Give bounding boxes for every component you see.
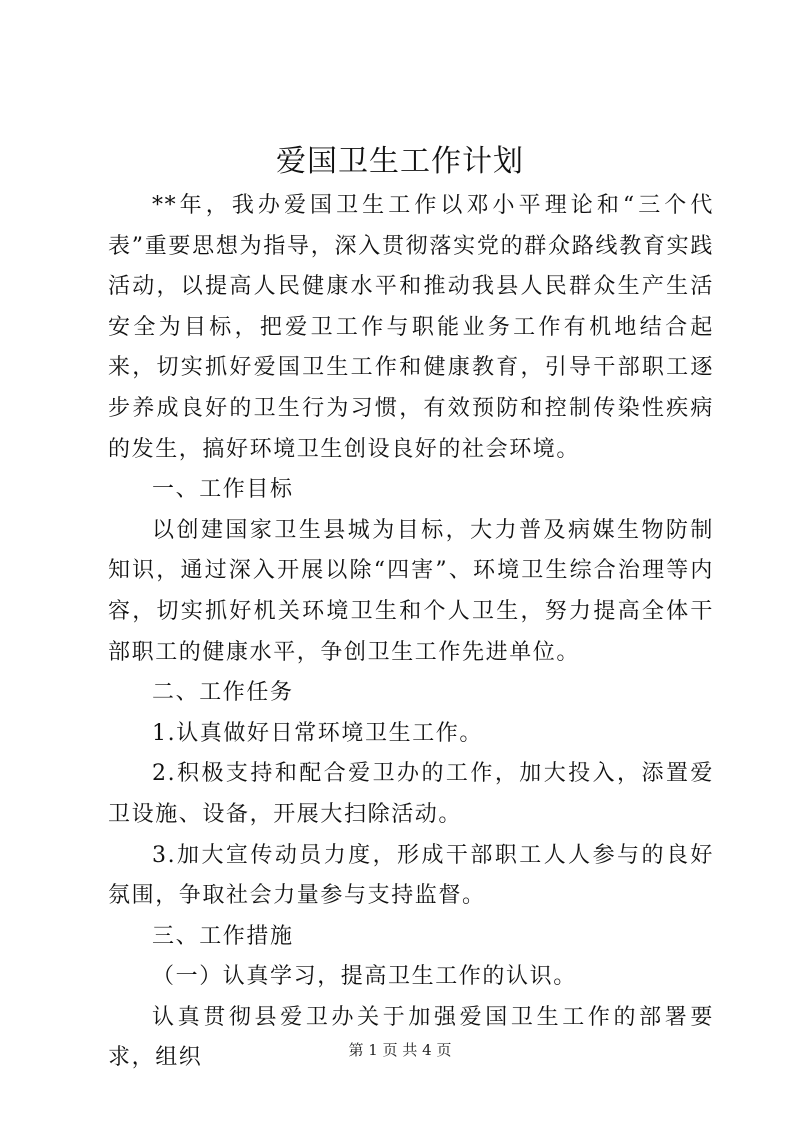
task-item-2: 2.积极支持和配合爱卫办的工作，加大投入，添置爱卫设施、设备，开展大扫除活动。 xyxy=(108,761,714,827)
section-heading-measures: 三、工作措施 xyxy=(152,923,294,949)
section-heading-tasks: 二、工作任务 xyxy=(152,680,294,706)
task-item-3: 3.加大宣传动员力度，形成干部职工人人参与的良好氛围，争取社会力量参与支持监督。 xyxy=(108,842,714,909)
measure-paragraph-1: 认真贯彻县爱卫办关于加强爱国卫生工作的部署要求，组织 xyxy=(108,1004,714,1071)
intro-paragraph: **年，我办爱国卫生工作以邓小平理论和“三个代表”重要思想为指导，深入贯彻落实党的群众路线教育实践活动，以提高人民健康水平和推动我县人民群众生产生活安全为目标，把爱卫工作与职能业务工作有机地结合起来，切实抓好爱国卫生工作和健康教育，引导干部职工逐步养成良好的卫生行为习惯，有效预防和控制传染性疾病的发生，搞好环境卫生创设良好的社会环境。 xyxy=(108,193,714,462)
section-heading-goals: 一、工作目标 xyxy=(152,477,294,503)
task-item-1: 1.认真做好日常环境卫生工作。 xyxy=(152,720,483,746)
measure-subheading-1: （一）认真学习，提高卫生工作的认识。 xyxy=(152,964,577,990)
goals-paragraph: 以创建国家卫生县城为目标，大力普及病媒生物防制知识，通过深入开展以除“四害”、环境卫生综合治理等内容，切实抓好机关环境卫生和个人卫生，努力提高全体干部职工的健康水平，争创卫生工作先进单位。 xyxy=(108,517,714,665)
document-title: 爱国卫生工作计划 xyxy=(276,144,524,179)
document-body xyxy=(108,186,714,1079)
page-number-footer: 第 1 页 共 4 页 xyxy=(348,1041,452,1059)
